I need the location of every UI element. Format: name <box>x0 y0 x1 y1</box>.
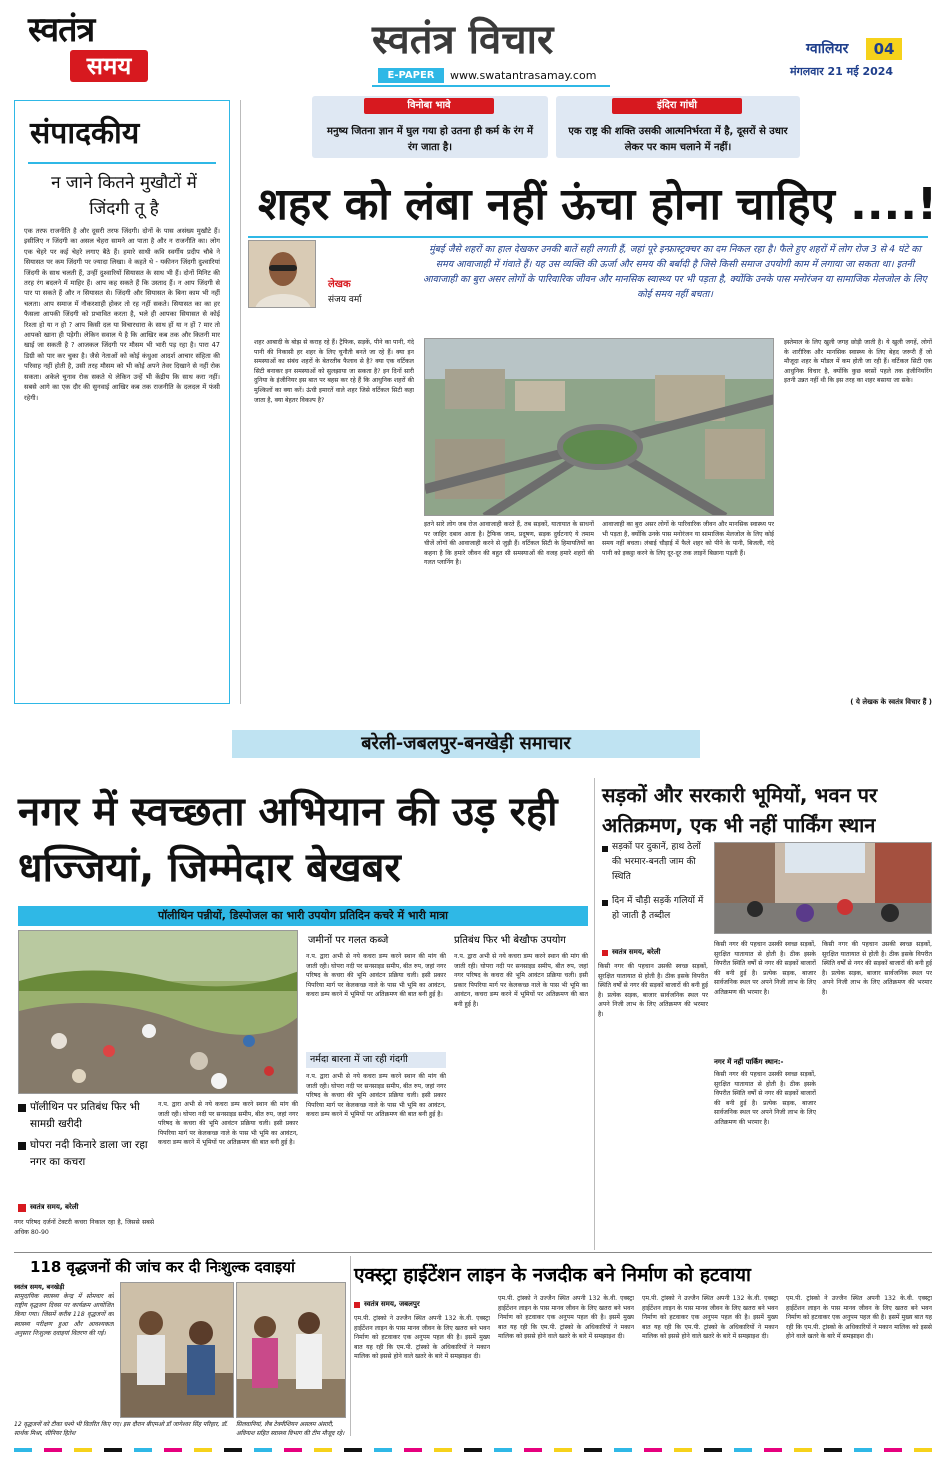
news3-headline: 118 वृद्धजनों की जांच कर दी निःशुल्क दवाइयां <box>30 1258 295 1276</box>
news2-col-c: किसी नगर की पहचान उसकी स्वच्छ सड़कों, सुरक्षित यातायात से होती है। ठीक इसके विपरीत स्थिति वर्षों से नगर की सड़कों बाजारों की बनी हुई है। प्रत्येक सड़क, बाजार सार्वजनिक स्थल पर अपने निजी लाभ के लिए अतिक्रमण की भरमार है। <box>714 1071 816 1126</box>
health-camp-photo-1 <box>120 1282 234 1418</box>
paper-title: स्वतंत्र विचार <box>372 17 554 63</box>
news1-subhead-1: जमीनों पर गलत कब्जे <box>308 935 389 946</box>
column-rule <box>350 1256 351 1436</box>
author-label: लेखक <box>328 279 351 290</box>
news2-col-d: किसी नगर की पहचान उसकी स्वच्छ सड़कों, सुरक्षित यातायात से होती है। ठीक इसके विपरीत स्थिति वर्षों से नगर की सड़कों बाजारों की बनी हुई है। प्रत्येक सड़क, बाजार सार्वजनिक स्थल पर अपने निजी लाभ के लिए अतिक्रमण की भरमार है। <box>822 941 932 996</box>
article-headline: शहर को लंबा नहीं ऊंचा होना चाहिए ....! <box>258 179 938 230</box>
news2-byline: स्वतंत्र समय, बरेली <box>612 948 661 956</box>
news1-bullet-2: घोपरा नदी किनारे डाला जा रहा नगर का कचरा <box>30 1139 148 1168</box>
author-name: संजय वर्मा <box>328 295 362 305</box>
article-intro: मुंबई जैसे शहरों का हाल देखकर उनकी बातें सही लगती हैं, जहां पूरे इन्फ्रास्ट्रक्चर का दम निकल रहा है। फैले हुए शहरों में लोग रोज 3 से 4 घंटे का समय आवाजाही में गंवाते हैं। यह उस व्यक्ति की ऊर्जा और समय की बर्बादी है जिसे किसी समाज उपयोगी काम में लगाया जा सकता था। इतनी आवाजाही का बुरा असर लोगों के पारिवारिक जीवन और मानसिक स्वास्थ्य पर भी पड़ता है, क्योंकि उनके पास मनोरंजन या सामाजिक मेलजोल के लिए कोई समय नहीं बचता। <box>423 244 927 300</box>
news3-byline: स्वतंत्र समय, बनखेड़ी <box>14 1283 65 1291</box>
logo-top: स्वतंत्र <box>28 10 95 50</box>
editorial-divider <box>28 162 216 164</box>
article-col-4: इस्तेमाल के लिए खुली जगह छोड़ी जाती है। ये खुली जगहें, लोगों के शारीरिक और मानसिक स्वास्थ्य के लिए बेहद जरूरी हैं जो मौजूदा शहर के मॉडल में कम होती जा रही हैं। वर्टिकल सिटी एक आधुनिक विचार है, क्योंकि कुछ बरसों पहले तक इंजीनियरिंग इतनी उन्नत नहीं थी कि इस तरह का शहर बसाया जा सके। <box>784 339 932 385</box>
news1-col-a: न.प. द्वारा अभी से नये कचरा डम्प करने स्थान की मांग की जाती रही। घोपरा नदी पर सनसाइड समीप, बीत रुप, जहां नगर परिषद के कचरा की भूमि आवंटन प्रक्रिया चली। इसी प्रकार पिपरिया मार्ग पर केलकच्छ नाले के पास भी भूमि का आवंटन, कचरा डम्प करने में भूमियों पर अतिक्रमण की बात बनी हुई है। <box>158 1101 298 1147</box>
news1-bullet-1-marker <box>18 1104 26 1112</box>
street-photo <box>714 842 932 934</box>
news2-col-b: किसी नगर की पहचान उसकी स्वच्छ सड़कों, सुरक्षित यातायात से होती है। ठीक इसके विपरीत स्थिति वर्षों से नगर की सड़कों बाजारों की बनी हुई है। प्रत्येक सड़क, बाजार सार्वजनिक स्थल पर अपने निजी लाभ के लिए अतिक्रमण की भरमार है। <box>714 941 816 996</box>
article-col-1: शहर आबादी के बोझ से कराह रहे हैं। ट्रैफिक, सड़कें, पीने का पानी, गंदे पानी की निकासी हर शहर के लिए चुनौती बनते जा रहे हैं। क्या इन समस्याओं का संबंध शहरों के बेतरतीब फैलाव से है? क्या एक वर्टिकल सिटी बनाकर इन समस्याओं को सुलझाया जा सकता है? इन दिनों सारी दुनिया के इंजीनियर इस बात पर बहस कर रहे हैं कि आधुनिक शहरों की मुश्किलों का क्या करें। ऊंची इमारतें वाले शहर जिसे वर्टिकल सिटी कहा जाता है, क्या बेहतर विकल्प है? <box>254 339 414 404</box>
news1-bullet-1: पॉलीथिन पर प्रतिबंध फिर भी सामग्री खरीदी <box>30 1101 140 1130</box>
quote-text-2: एक राष्ट्र की शक्ति उसकी आत्मनिर्भरता में है, दूसरों से उधार लेकर पर काम चलाने में नहीं। <box>568 126 788 153</box>
editorial-section: संपादकीय <box>30 116 140 151</box>
news3-caption-1: 12 वृद्धजनों को टीका चश्मे भी वितरित किए गए। इस दौरान बीएमओ डॉ जागेश्वर सिंह परिहार, डॉ. सार्थक मिश्रा, सीनियर हितेश <box>14 1421 229 1437</box>
news3-body: सामुदायिक स्वास्थ्य केन्द्र में सोमवार को राष्ट्रीय वृद्धजन दिवस पर कार्यक्रम आयोजित किया गया। जिसमें करीब 118 वृद्धजनों का स्वास्थ्य परीक्षण हुआ और आवश्यकता अनुसार निःशुल्क दवाइयां वितरण की गई। <box>14 1293 114 1337</box>
news4-col-d: एम.पी. ट्रांस्को ने उज्जैन स्थित अपनी 132 के.वी. एक्स्ट्रा हाईटेंशन लाइन के पास मानव जीवन के लिए खतरा बने भवन निर्माण को हटवाकर एक अनुपम पहल की है। इसमें मुख्य बात यह रही कि एम.पी. ट्रांस्को के अधिकारियों ने मकान मालिक को इससे होने वाले खतरे के बारे में समझाइश दी। <box>786 1295 932 1341</box>
news2-bullet-2: दिन में चौड़ी सड़कें गलियों में हो जाती है तब्दील <box>612 896 704 921</box>
news1-bullet-2-marker <box>18 1142 26 1150</box>
news1-lead: नगर परिषद दर्जनों टेक्टरी कचरा निकाल रहा है, जिससे सबसे अधिक 80-90 <box>14 1219 154 1236</box>
city-aerial-photo <box>424 338 774 516</box>
health-camp-photo-2 <box>236 1282 346 1418</box>
quote-author-1: विनोबा भावे <box>364 98 494 114</box>
masthead <box>0 0 945 96</box>
news1-byline-marker <box>18 1204 26 1212</box>
headline-rule <box>248 236 928 238</box>
news4-col-b: एम.पी. ट्रांस्को ने उज्जैन स्थित अपनी 132 के.वी. एक्स्ट्रा हाईटेंशन लाइन के पास मानव जीवन के लिए खतरा बने भवन निर्माण को हटवाकर एक अनुपम पहल की है। इसमें मुख्य बात यह रही कि एम.पी. ट्रांस्को के अधिकारियों ने मकान मालिक को इससे होने वाले खतरे के बारे में समझाइश दी। <box>498 1295 634 1341</box>
news2-col-a: किसी नगर की पहचान उसकी स्वच्छ सड़कों, सुरक्षित यातायात से होती है। ठीक इसके विपरीत स्थिति वर्षों से नगर की सड़कों बाजारों की बनी हुई है। प्रत्येक सड़क, बाजार सार्वजनिक स्थल पर अपने निजी लाभ के लिए अतिक्रमण की भरमार है। <box>598 963 708 1018</box>
logo-bottom: समय <box>86 52 132 80</box>
quote-author-2: इंदिरा गांधी <box>612 98 742 114</box>
news1-col-b: न.प. द्वारा अभी से नये कचरा डम्प करने स्थान की मांग की जाती रही। घोपरा नदी पर सनसाइड समीप, बीत रुप, जहां नगर परिषद के कचरा की भूमि आवंटन प्रक्रिया चली। इसी प्रकार पिपरिया मार्ग पर केलकच्छ नाले के पास भी भूमि का आवंटन, कचरा डम्प करने में भूमियों पर अतिक्रमण की बात बनी हुई है। <box>306 953 446 999</box>
header-rule <box>372 85 610 87</box>
quote-text-1: मनुष्य जितना ज्ञान में घुल गया हो उतना ही कर्म के रंग में रंग जाता है। <box>327 126 533 153</box>
page-number: 04 <box>873 40 895 58</box>
news1-col-c: न.प. द्वारा अभी से नये कचरा डम्प करने स्थान की मांग की जाती रही। घोपरा नदी पर सनसाइड समीप, बीत रुप, जहां नगर परिषद के कचरा की भूमि आवंटन प्रक्रिया चली। इसी प्रकार पिपरिया मार्ग पर केलकच्छ नाले के पास भी भूमि का आवंटन, कचरा डम्प करने में भूमियों पर अतिक्रमण की बात बनी हुई है। <box>306 1073 446 1119</box>
author-photo <box>248 240 316 308</box>
news2-byline-marker <box>602 950 608 956</box>
news2-bullet-1: सड़कों पर दुकानें, हाथ ठेलों की भरमार-बनती जाम की स्थिति <box>612 842 701 882</box>
column-rule <box>240 100 241 704</box>
news1-subhead-3: नर्मदा बारना में जा रही गंदगी <box>310 1054 408 1065</box>
news2-headline: सड़कों और सरकारी भूमियों, भवन पर अतिक्रमण, एक भी नहीं पार्किंग स्थान <box>602 783 878 837</box>
news1-subhead: पॉलीथिन पन्नीयों, डिस्पोजल का भारी उपयोग प्रतिदिन कचरे में भारी मात्रा <box>157 909 449 922</box>
column-rule <box>594 778 595 1250</box>
column-rule <box>14 1252 932 1253</box>
epaper-badge: E-PAPER <box>387 70 435 81</box>
news4-col-a: एम.पी. ट्रांस्को ने उज्जैन स्थित अपनी 132 के.वी. एक्स्ट्रा हाईटेंशन लाइन के पास मानव जीवन के लिए खतरा बने भवन निर्माण को हटवाकर एक अनुपम पहल की है। इसमें मुख्य बात यह रही कि एम.पी. ट्रांस्को के अधिकारियों ने मकान मालिक को इससे होने वाले खतरे के बारे में समझाइश दी। <box>354 1315 490 1361</box>
news4-byline-marker <box>354 1302 360 1308</box>
article-col-2: इतने सारे लोग जब रोज आवाजाही करते हैं, तब सड़कों, यातायात के साधनों पर जाहिर दबाव आता है। ट्रैफिक जाम, प्रदूषण, सड़क दुर्घटनाएं ये तमाम चीजें लोगों की आवाजाही करने से जुड़ी हैं। वर्टिकल सिटी के हिमायतियों का कहना है कि हमारे जीवन की बहुत सी समस्याओं की वजह हमारे शहरों की गलत प्लानिंग है। <box>424 521 594 567</box>
news1-headline: नगर में स्वच्छता अभियान की उड़ रही धज्जियां, जिम्मेदार बेखबर <box>18 789 558 891</box>
news4-headline: एक्स्ट्रा हाईटेंशन लाइन के नजदीक बने निर्माण को हटवाया <box>354 1264 751 1286</box>
editorial-headline: न जाने कितने मुखौटों में जिंदगी तू है <box>51 173 197 219</box>
news1-byline: स्वतंत्र समय, बरेली <box>30 1203 79 1211</box>
section-banner: बरेली-जबलपुर-बनखेड़ी समाचार <box>361 733 571 754</box>
news2-bullet-1-marker <box>602 846 608 852</box>
news4-byline: स्वतंत्र समय, जबलपुर <box>364 1300 420 1308</box>
article-footer-note: ( ये लेखक के स्वतंत्र विचार हैं ) <box>850 698 932 706</box>
article-col-3: आवाजाही का बुरा असर लोगों के पारिवारिक जीवन और मानसिक स्वास्थ्य पर भी पड़ता है, क्योंकि उनके पास मनोरंजन या सामाजिक मेलजोल के लिए कोई समय नहीं बचता। लंबाई चौड़ाई में फैले शहर को पीने के पानी, बिजली, गंदे पानी को इकट्ठा करने के लिए दूर-दूर तक लाइनें बिछाना पड़ती हैं। <box>602 521 774 557</box>
news2-subhead: नगर में नहीं पार्किंग स्थान:- <box>714 1058 784 1066</box>
news2-bullet-2-marker <box>602 900 608 906</box>
website-link[interactable]: www.swatantrasamay.com <box>450 69 597 82</box>
city-label: ग्वालियर <box>806 41 849 57</box>
news1-col-d: न.प. द्वारा अभी से नये कचरा डम्प करने स्थान की मांग की जाती रही। घोपरा नदी पर सनसाइड समीप, बीत रुप, जहां नगर परिषद के कचरा की भूमि आवंटन प्रक्रिया चली। इसी प्रकार पिपरिया मार्ग पर केलकच्छ नाले के पास भी भूमि का आवंटन, कचरा डम्प करने में भूमियों पर अतिक्रमण की बात बनी हुई है। <box>454 953 588 1008</box>
news4-col-c: एम.पी. ट्रांस्को ने उज्जैन स्थित अपनी 132 के.वी. एक्स्ट्रा हाईटेंशन लाइन के पास मानव जीवन के लिए खतरा बने भवन निर्माण को हटवाकर एक अनुपम पहल की है। इसमें मुख्य बात यह रही कि एम.पी. ट्रांस्को के अधिकारियों ने मकान मालिक को इससे होने वाले खतरे के बारे में समझाइश दी। <box>642 1295 778 1341</box>
issue-date: मंगलवार 21 मई 2024 <box>790 65 894 78</box>
garbage-photo <box>18 930 298 1094</box>
registration-marks <box>14 1448 932 1452</box>
news1-subhead-2: प्रतिबंध फिर भी बेखौफ उपयोग <box>454 935 566 946</box>
news3-caption-2: सिलवानियां, लैब टेक्नीशियन असलम अंसारी, अविनाश सहित स्वास्थ्य विभाग की टीम मौजूद रहे। <box>236 1421 345 1437</box>
editorial-body: एक तरफ राजनीति है और दूसरी तरफ जिंदगी। दोनों के पास असंख्य मुखौटे हैं। इसीलिए न जिंदगी का असल चेहरा सामने आ पाता है और न राजनीति का। लोग एक चेहरे पर कई चेहरे लगाए बैठे हैं। हमारे साथी कवि स्वर्गीय प्रदीप चौबे ने सियासत पर कम जिंदगी पर ज्यादा लिखा। वे कहते थे - यकीनन जिंदगी दुश्वारियां जिंदगी के साथ चलती हैं, उन्हीं दुश्वारियों सियासत के साथ भी हैं। दोनों मिनिट की तरह रंग बदलने में माहिर हैं। आप कह सकते हैं कि उस्ताद हैं। न आप जिंदगी से पार पा सकते हैं और न सियासत से। जिंदगी और सियासत के बिना काम भी नहीं चलता। आप समाज में नौकरशाही होकर तो रह नहीं सकते। सियासत का का हर फैसला आपकी जिंदगी को प्रभावित करता है, भले ही आपका सियासत से कोई रिश्ता हो या न हो ? आप किसी दल या विचारधारा के साथ हों या न हों ? मार तो आपको खाना ही पड़ेगी। लेकिन सवाल ये है कि आखिर कब तक और कितनी मार खाई जा सकती है ? आजकल जिंदगी पर मौसम भी भारी पड़ रहा है। पारा 47 डिग्री को पार कर चुका है। जैसे नेताओं को कोई कंधुआ आदर्श आचार संहिता की परिवाह नहीं होती है, उसी तरह मौसम को भी कोई अपने तेवर दिखाने से नहीं रोक सकता। अकेले चुनाव रोक सकते थे लेकिन उन्हें भी केंद्रीय कि साथ करा नहीं। सबसे आगे का एक दौर की सुनवाई आखिर कब तक राजनीति के दलदल में फंसी रहेगी। <box>24 227 220 402</box>
